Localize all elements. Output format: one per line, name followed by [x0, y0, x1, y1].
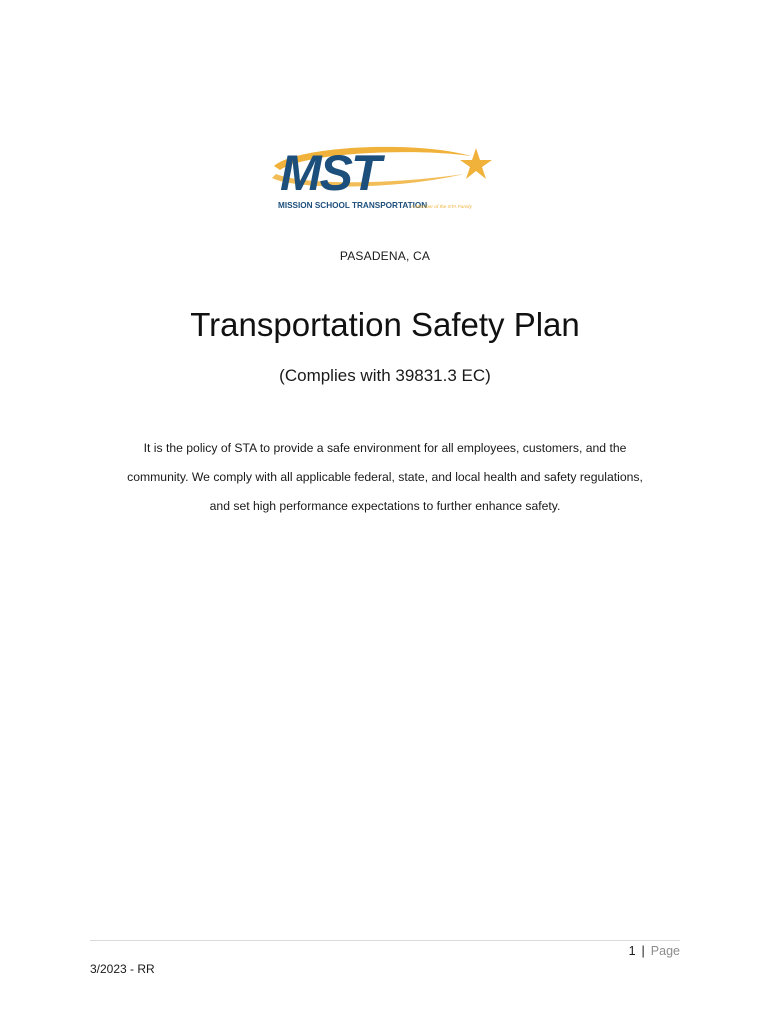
location-label: PASADENA, CA — [339, 249, 431, 263]
page-number-value: 1 — [628, 944, 636, 958]
mst-logo — [266, 138, 496, 216]
document-subtitle: (Complies with 39831.3 EC) — [279, 366, 491, 385]
footer-date-code: 3/2023 - RR — [90, 962, 155, 976]
logo-mark: MST — [280, 145, 380, 201]
page-number — [629, 944, 680, 958]
page-number-separator: | — [641, 944, 645, 958]
policy-statement: It is the policy of STA to provide a safe environment for all employees, customers, and the community. We comply with all applicable federal, state, and local health and safety regulations, and set high performance expectations to further enhance safety. — [127, 441, 643, 513]
logo-star — [460, 148, 492, 179]
logo-tagline: A Member of the STA Family — [411, 205, 472, 210]
document-title: Transportation Safety Plan — [190, 306, 580, 343]
page-word: Page — [650, 944, 680, 958]
logo-company-name: MISSION SCHOOL TRANSPORTATION — [278, 201, 428, 210]
footer-divider — [90, 940, 680, 941]
